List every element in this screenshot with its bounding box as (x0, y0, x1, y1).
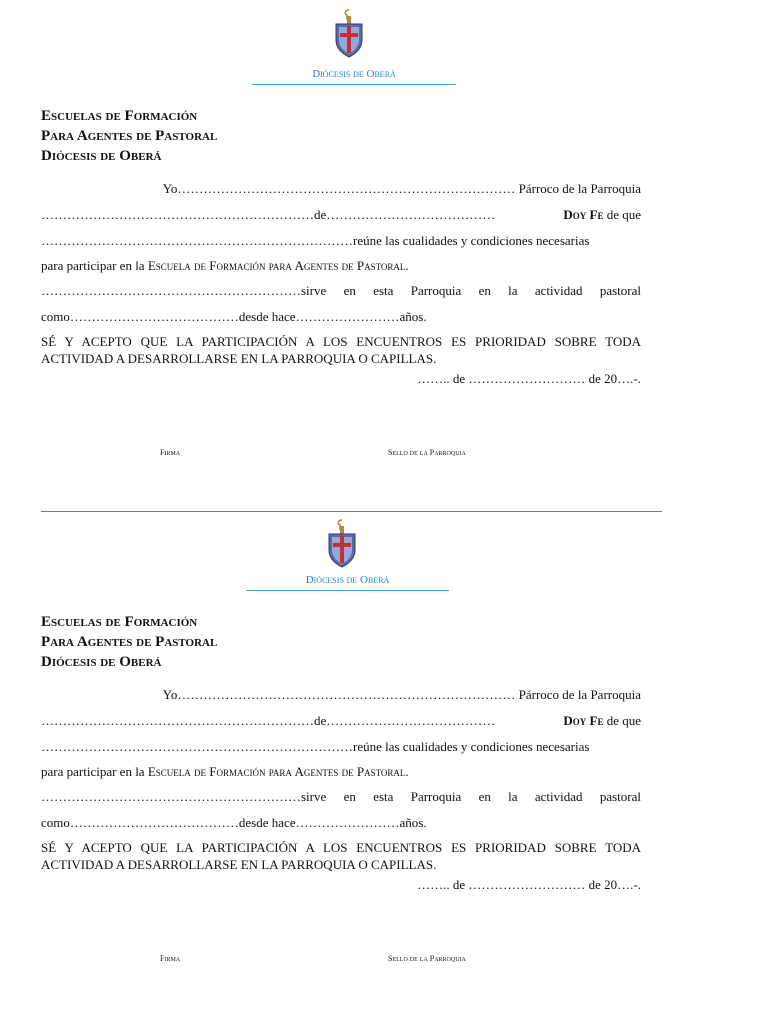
period: . (405, 258, 409, 273)
since-line: como…………………………………desde hace……………………años. (41, 815, 427, 830)
signature-label: Firma (160, 954, 181, 963)
participation-text: para participar en la (41, 764, 148, 779)
school-name: Escuela de Formación para Agentes de Pastoral (147, 764, 406, 779)
serves-word-4: en (478, 789, 491, 804)
yo-line: Yo…………………………………………………………………… Párroco de la Parroquia (162, 181, 641, 196)
participation-line (41, 764, 641, 780)
qualities-line: ………………………………………………………………reúne las cualidades y condiciones necesarias (41, 739, 590, 754)
doy-fe: Doy Fe (563, 713, 604, 728)
serves-word-4: en (478, 283, 491, 298)
signature-label: Firma (160, 448, 181, 457)
serves-word-7: pastoral (599, 283, 641, 298)
title-line-2: Para Agentes de Pastoral (41, 634, 218, 650)
period: . (405, 764, 409, 779)
title-line-1: Escuelas de Formación (41, 614, 198, 630)
parish-line (41, 713, 641, 729)
since-line: como…………………………………desde hace……………………años. (41, 309, 427, 324)
qualities-line: ………………………………………………………………reúne las cualidades y condiciones necesarias (41, 233, 590, 248)
serves-word-7: pastoral (599, 789, 641, 804)
school-name: Escuela de Formación para Agentes de Pastoral (147, 258, 406, 273)
serves-word-0: ……………………………………………………sirve (41, 283, 327, 298)
serves-word-6: actividad (534, 789, 583, 804)
yo-line: Yo…………………………………………………………………… Párroco de la Parroquia (162, 687, 641, 702)
diocese-crest-icon (333, 8, 365, 58)
participation-text: para participar en la (41, 258, 148, 273)
serves-word-1: en (343, 283, 356, 298)
de-que: de que (606, 207, 641, 222)
de-que: de que (606, 713, 641, 728)
serves-word-3: Parroquia (410, 789, 462, 804)
serves-word-2: esta (373, 283, 394, 298)
serves-word-0: ……………………………………………………sirve (41, 789, 327, 804)
form-top (0, 0, 768, 500)
diocese-header: Diócesis de Oberá (252, 68, 456, 85)
form-title (41, 106, 217, 166)
serves-word-3: Parroquia (410, 283, 462, 298)
title-line-3: Diócesis de Oberá (41, 654, 162, 670)
doy-fe: Doy Fe (563, 207, 604, 222)
parish-blank: ………………………………………………………de………………………………… (41, 713, 496, 728)
parish-seal-label: Sello de la Parroquia (388, 954, 466, 963)
title-line-2: Para Agentes de Pastoral (41, 128, 218, 144)
parish-line (41, 207, 641, 223)
form-bottom (0, 508, 768, 1008)
parish-seal-label: Sello de la Parroquia (388, 448, 466, 457)
serves-word-5: la (508, 789, 518, 804)
priority-notice: SÉ Y ACEPTO QUE LA PARTICIPACIÓN A LOS ENCUENTROS ES PRIORIDAD SOBRE TODA ACTIVIDAD A DESARROLLARSE EN LA PARROQUIA O CAPILLAS. (41, 334, 641, 366)
form-title (41, 612, 217, 672)
title-line-1: Escuelas de Formación (41, 108, 198, 124)
serves-word-2: esta (373, 789, 394, 804)
date-line: …….. de ……………………… de 20….-. (417, 371, 641, 386)
title-line-3: Diócesis de Oberá (41, 148, 162, 164)
date-line: …….. de ……………………… de 20….-. (417, 877, 641, 892)
priority-notice: SÉ Y ACEPTO QUE LA PARTICIPACIÓN A LOS ENCUENTROS ES PRIORIDAD SOBRE TODA ACTIVIDAD A DESARROLLARSE EN LA PARROQUIA O CAPILLAS. (41, 840, 641, 872)
serves-word-6: actividad (534, 283, 583, 298)
serves-word-5: la (508, 283, 518, 298)
diocese-crest-icon (326, 518, 358, 568)
serves-line (41, 283, 641, 299)
serves-line (41, 789, 641, 805)
participation-line (41, 258, 641, 274)
parish-blank: ………………………………………………………de………………………………… (41, 207, 496, 222)
serves-word-1: en (343, 789, 356, 804)
diocese-header: Diócesis de Oberá (246, 574, 449, 591)
